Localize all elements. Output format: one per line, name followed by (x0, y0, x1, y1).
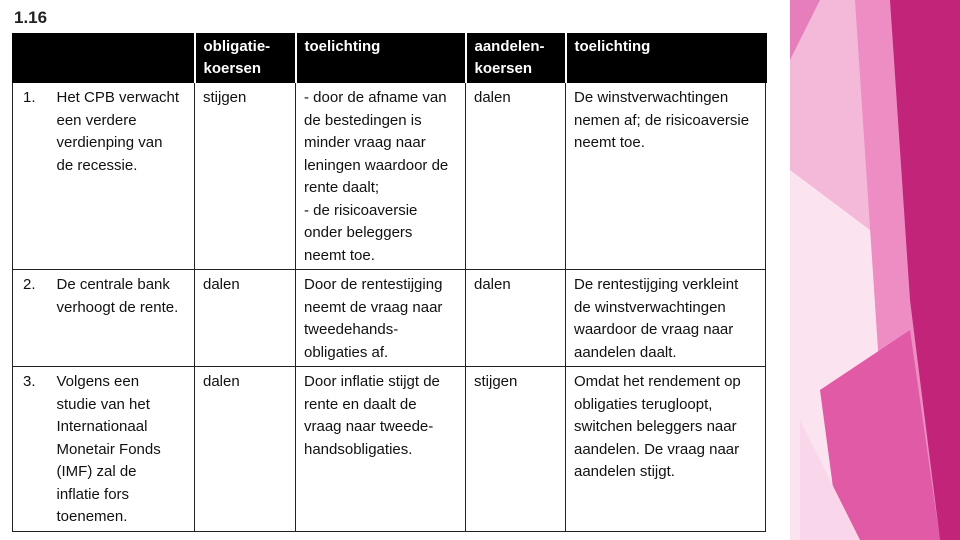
answer-table-container (12, 33, 765, 526)
table-row (13, 367, 766, 532)
stock-price-direction: stijgen (466, 367, 566, 532)
header-stock-explanation: toelichting (566, 34, 766, 83)
row-statement: Volgens een studie van het Internationaal Monetair Fonds (IMF) zal de inflatie fors toenemen. (49, 367, 195, 532)
stock-explanation: De rentestijging verkleint de winstverwachtingen waardoor de vraag naar aandelen daalt. (566, 270, 766, 367)
slide-title: 1.16 (14, 8, 48, 27)
bond-price-direction: dalen (195, 270, 296, 367)
row-statement: De centrale bank verhoogt de rente. (49, 270, 195, 367)
stock-explanation: De winstverwachtingen nemen af; de risicoaversie neemt toe. (566, 83, 766, 270)
bond-explanation: Door inflatie stijgt de rente en daalt de vraag naar tweede- handsobligaties. (296, 367, 466, 532)
stock-price-direction: dalen (466, 270, 566, 367)
stock-explanation: Omdat het rendement op obligaties terugloopt, switchen beleggers naar aandelen. De vraag naar aandelen stijgt. (566, 367, 766, 532)
bond-price-direction: stijgen (195, 83, 296, 270)
header-bond-prices: obligatie- koersen (195, 34, 296, 83)
stock-price-direction: dalen (466, 83, 566, 270)
row-number: 2. (13, 270, 49, 367)
header-cell-number (13, 34, 49, 83)
header-stock-prices: aandelen- koersen (466, 34, 566, 83)
header-cell-statement (49, 34, 195, 83)
table-row (13, 83, 766, 270)
answer-table (12, 33, 767, 532)
header-bond-explanation: toelichting (296, 34, 466, 83)
row-number: 3. (13, 367, 49, 532)
row-number: 1. (13, 83, 49, 270)
bond-price-direction: dalen (195, 367, 296, 532)
table-row (13, 270, 766, 367)
row-statement: Het CPB verwacht een verdere verdienping van de recessie. (49, 83, 195, 270)
bond-explanation: Door de rentestijging neemt de vraag naar tweedehands- obligaties af. (296, 270, 466, 367)
table-header-row (13, 34, 766, 83)
bond-explanation: - door de afname van de bestedingen is minder vraag naar leningen waardoor de rente daalt; - de risicoaversie onder beleggers neemt toe. (296, 83, 466, 270)
decorative-side-panel (790, 0, 960, 540)
